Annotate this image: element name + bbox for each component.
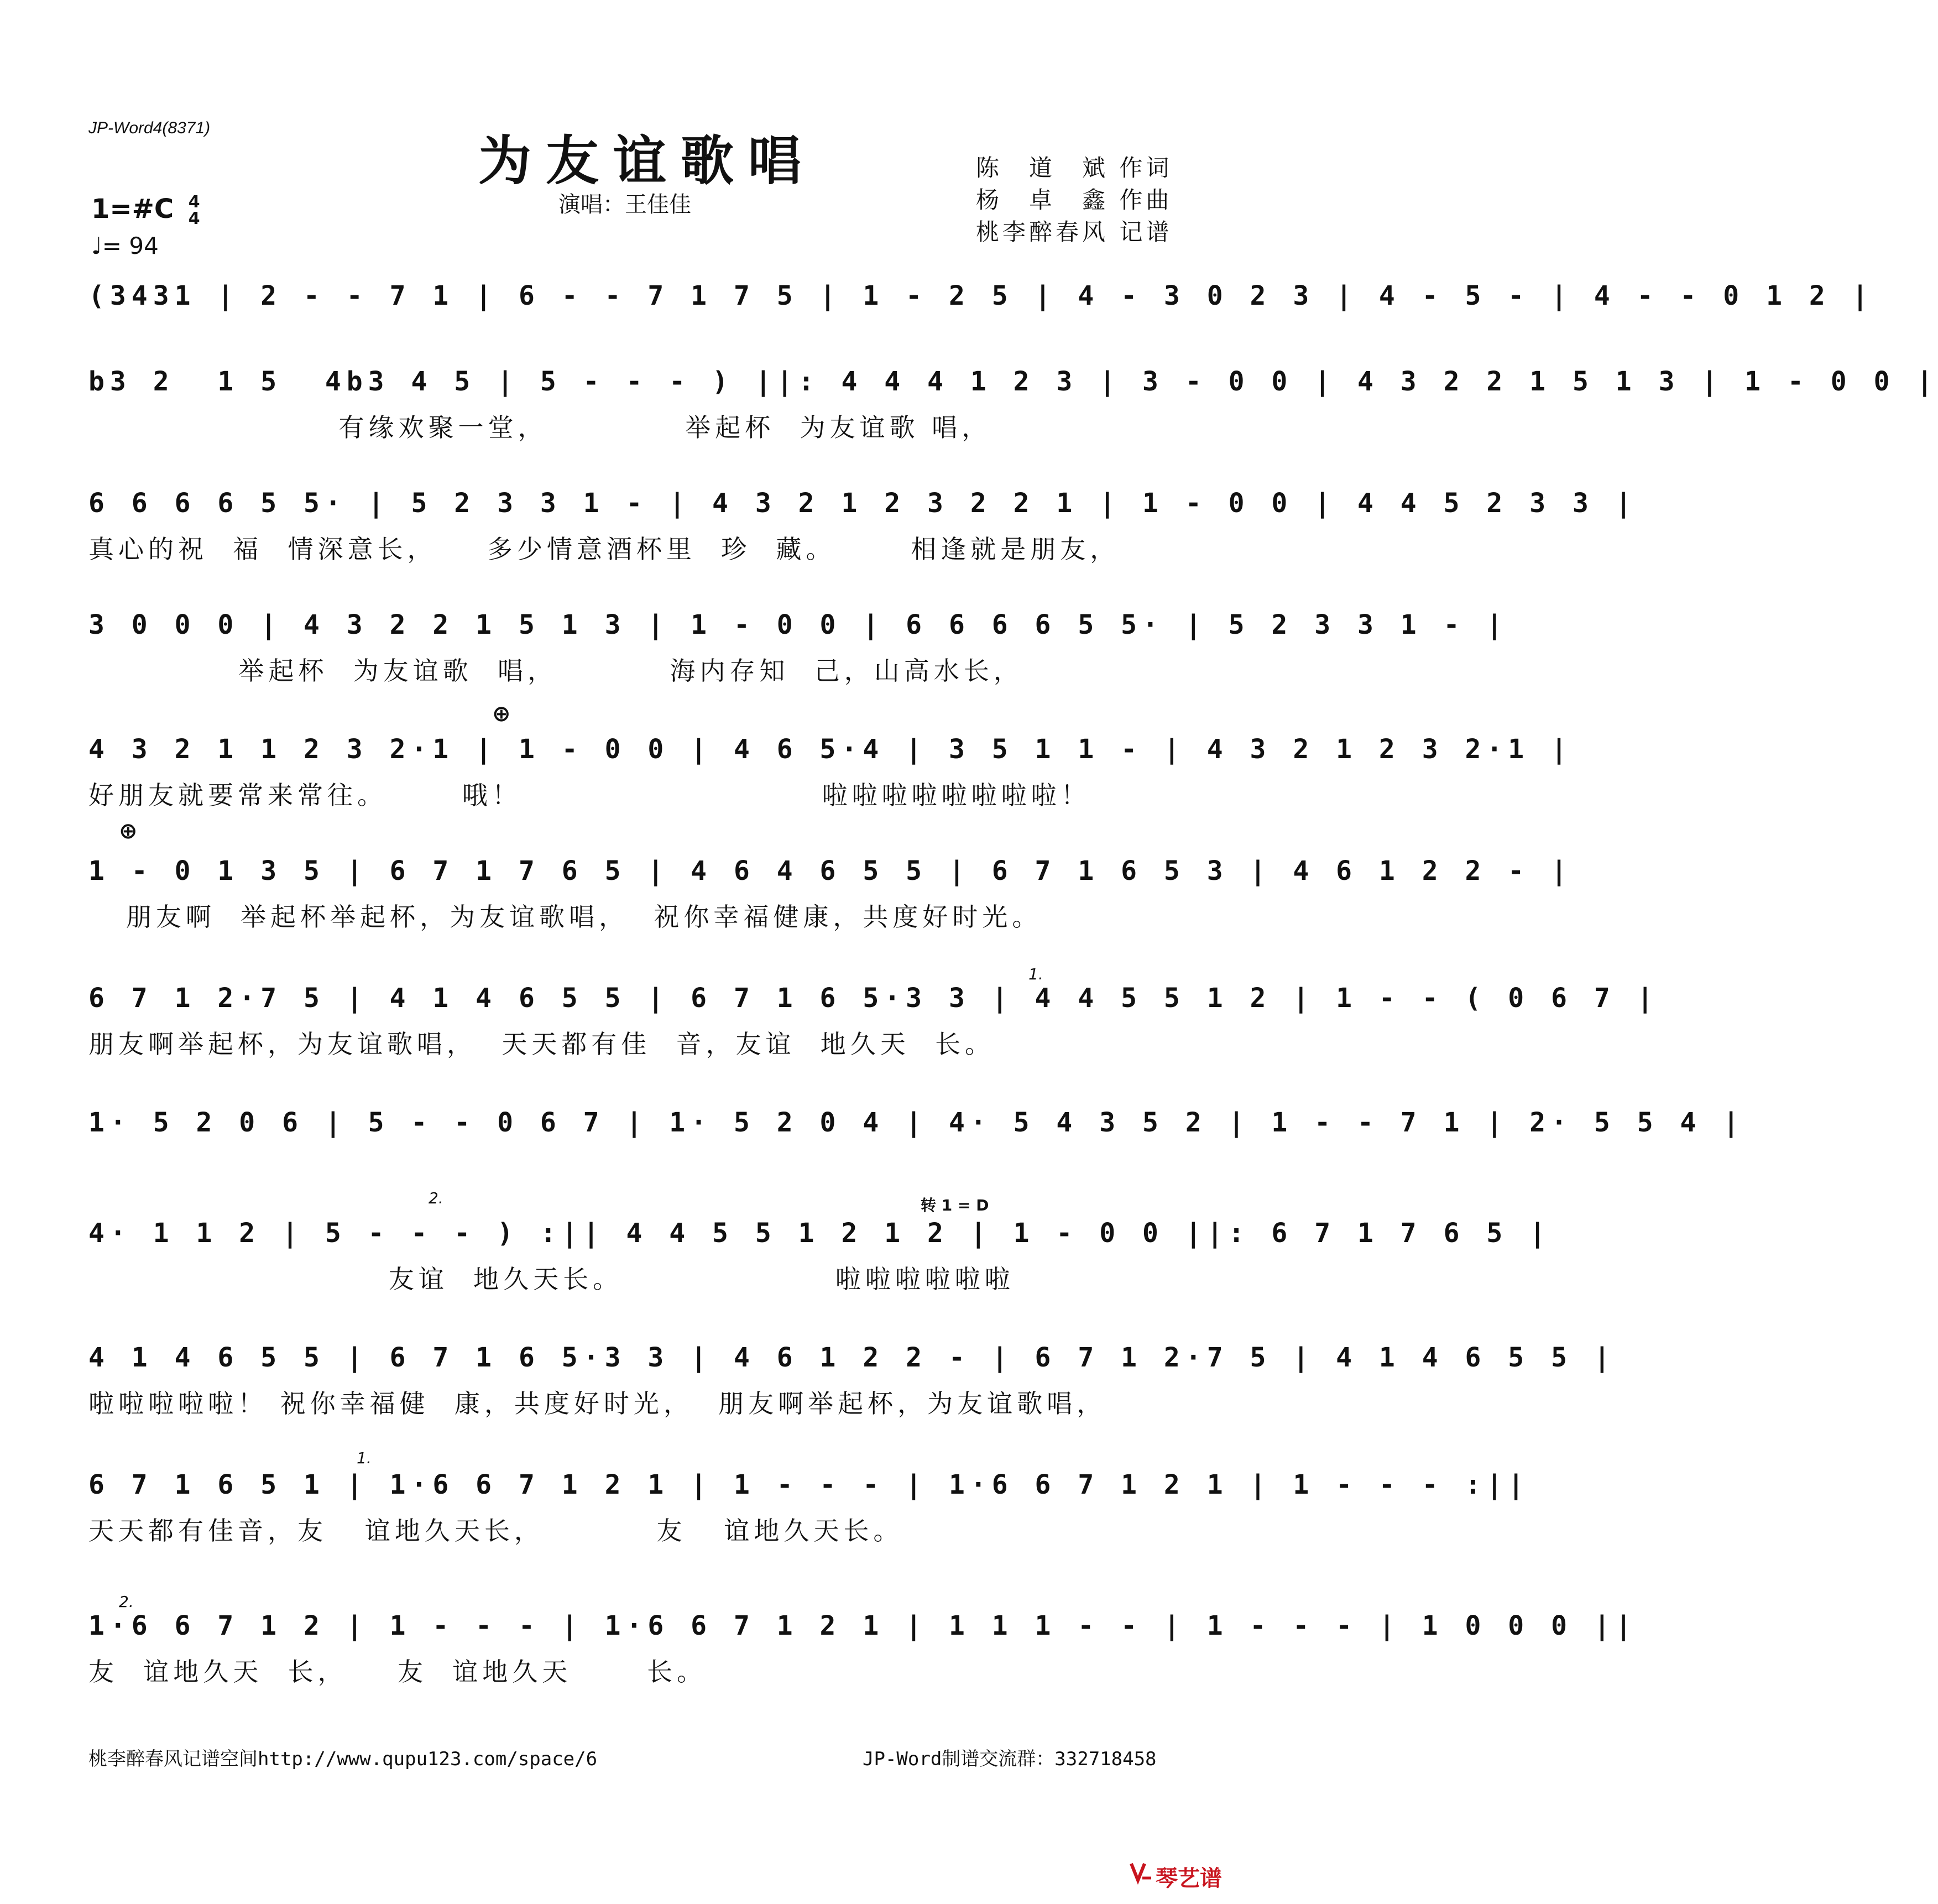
time-signature: [189, 194, 200, 227]
brand-name: 琴艺谱: [1156, 1866, 1222, 1891]
lyric-row: 啦啦啦啦啦！ 祝你幸福健 康，共度好时光， 朋友啊举起杯，为友谊歌唱，: [88, 1389, 1107, 1418]
composer-credit: 杨 卓 鑫 作曲: [976, 186, 1173, 213]
note-row: 6 7 1 6 5 1 | 1·6 6 7 1 2 1 | 1 - - - | 1·6 6 7 1 2 1 | 1 - - - :||: [88, 1469, 1530, 1500]
lyric-row: 朋友啊举起杯，为友谊歌唱， 天天都有佳 音，友谊 地久天 长。: [88, 1029, 995, 1059]
lyric-row: 有缘欢聚一堂， 举起杯 为友谊歌 唱，: [88, 413, 992, 442]
volta-1-label-b: 1.: [357, 1449, 372, 1467]
modulation-mark: 转 1 = D: [921, 1196, 989, 1214]
note-row: 1·6 6 7 1 2 | 1 - - - | 1·6 6 7 1 2 1 | 1 1 1 - - | 1 - - - | 1 0 0 0 ||: [88, 1610, 1637, 1641]
key-signature: [91, 194, 200, 227]
footer-source: 桃李醉春风记谱空间http://www.qupu123.com/space/6: [88, 1748, 598, 1770]
app-tag: JP-Word4(8371): [88, 119, 211, 137]
footer-group: JP-Word制谱交流群：332718458: [863, 1748, 1157, 1770]
coda-mark-2: ⊕: [119, 818, 138, 844]
note-row: 4· 1 1 2 | 5 - - - ) :|| 4 4 5 5 1 2 1 2 | 1 - 0 0 ||: 6 7 1 7 6 5 |: [88, 1218, 1552, 1249]
brand-logo-icon: [1128, 1859, 1153, 1885]
time-bottom: 4: [188, 209, 200, 228]
time-top: 4: [188, 192, 200, 212]
note-row: 1· 5 2 0 6 | 5 - - 0 6 7 | 1· 5 2 0 4 | 4· 5 4 3 5 2 | 1 - - 7 1 | 2· 5 5 4 |: [88, 1107, 1745, 1138]
note-row: (3431 | 2 - - 7 1 | 6 - - 7 1 7 5 | 1 - 2 5 | 4 - 3 0 2 3 | 4 - 5 - | 4 - - 0 1 2 |: [88, 280, 1874, 311]
note-row: 4 1 4 6 5 5 | 6 7 1 6 5·3 3 | 4 6 1 2 2 - | 6 7 1 2·7 5 | 4 1 4 6 5 5 |: [88, 1342, 1616, 1373]
key-label: 1=#C: [91, 194, 174, 225]
coda-mark: ⊕: [492, 701, 511, 727]
lyric-row: 真心的祝 福 情深意长， 多少情意酒杯里 珍 藏。 相逢就是朋友，: [88, 534, 1120, 564]
note-row: 4 3 2 1 1 2 3 2·1 | 1 - 0 0 | 4 6 5·4 | 3 5 1 1 - | 4 3 2 1 2 3 2·1 |: [88, 734, 1573, 765]
tempo-mark: ♩= 94: [91, 232, 159, 259]
song-title: 为友谊歌唱: [478, 130, 816, 192]
note-row: 1 - 0 1 3 5 | 6 7 1 7 6 5 | 4 6 4 6 5 5 | 6 7 1 6 5 3 | 4 6 1 2 2 - |: [88, 856, 1573, 886]
lyric-row: 举起杯 为友谊歌 唱， 海内存知 己，山高水长，: [88, 656, 1023, 686]
lyric-row: 友谊 地久天长。 啦啦啦啦啦啦: [88, 1264, 1015, 1294]
lyric-row: 好朋友就要常来常往。 哦！ 啦啦啦啦啦啦啦啦！: [88, 780, 1091, 810]
note-row: 3 0 0 0 | 4 3 2 2 1 5 1 3 | 1 - 0 0 | 6 6 6 6 5 5· | 5 2 3 3 1 - |: [88, 609, 1508, 640]
note-row: b3 2 1 5 4b3 4 5 | 5 - - - ) ||: 4 4 4 1 2 3 | 3 - 0 0 | 4 3 2 2 1 5 1 3 | 1 - 0 0 |: [88, 366, 1938, 397]
volta-2-label-b: 2.: [119, 1593, 134, 1611]
credits-block: [976, 152, 1172, 248]
singer-credit: 演唱：王佳佳: [558, 192, 691, 217]
lyric-row: 天天都有佳音，友 谊地久天长， 友 谊地久天长。: [88, 1516, 903, 1546]
note-row: 6 7 1 2·7 5 | 4 1 4 6 5 5 | 6 7 1 6 5·3 3 | 4 4 5 5 1 2 | 1 - - ( 0 6 7 |: [88, 983, 1659, 1014]
lyricist-credit: 陈 道 斌 作词: [976, 154, 1173, 181]
lyric-row: 朋友啊 举起杯举起杯，为友谊歌唱， 祝你幸福健康，共度好时光。: [88, 902, 1042, 932]
note-row: 6 6 6 6 5 5· | 5 2 3 3 1 - | 4 3 2 1 2 3 2 2 1 | 1 - 0 0 | 4 4 5 2 3 3 |: [88, 488, 1637, 519]
transcriber-credit: 桃李醉春风 记谱: [976, 218, 1173, 246]
volta-2-label: 2.: [429, 1189, 443, 1207]
lyric-row: 友 谊地久天 长， 友 谊地久天 长。: [88, 1657, 707, 1687]
volta-1-label: 1.: [1028, 965, 1043, 983]
